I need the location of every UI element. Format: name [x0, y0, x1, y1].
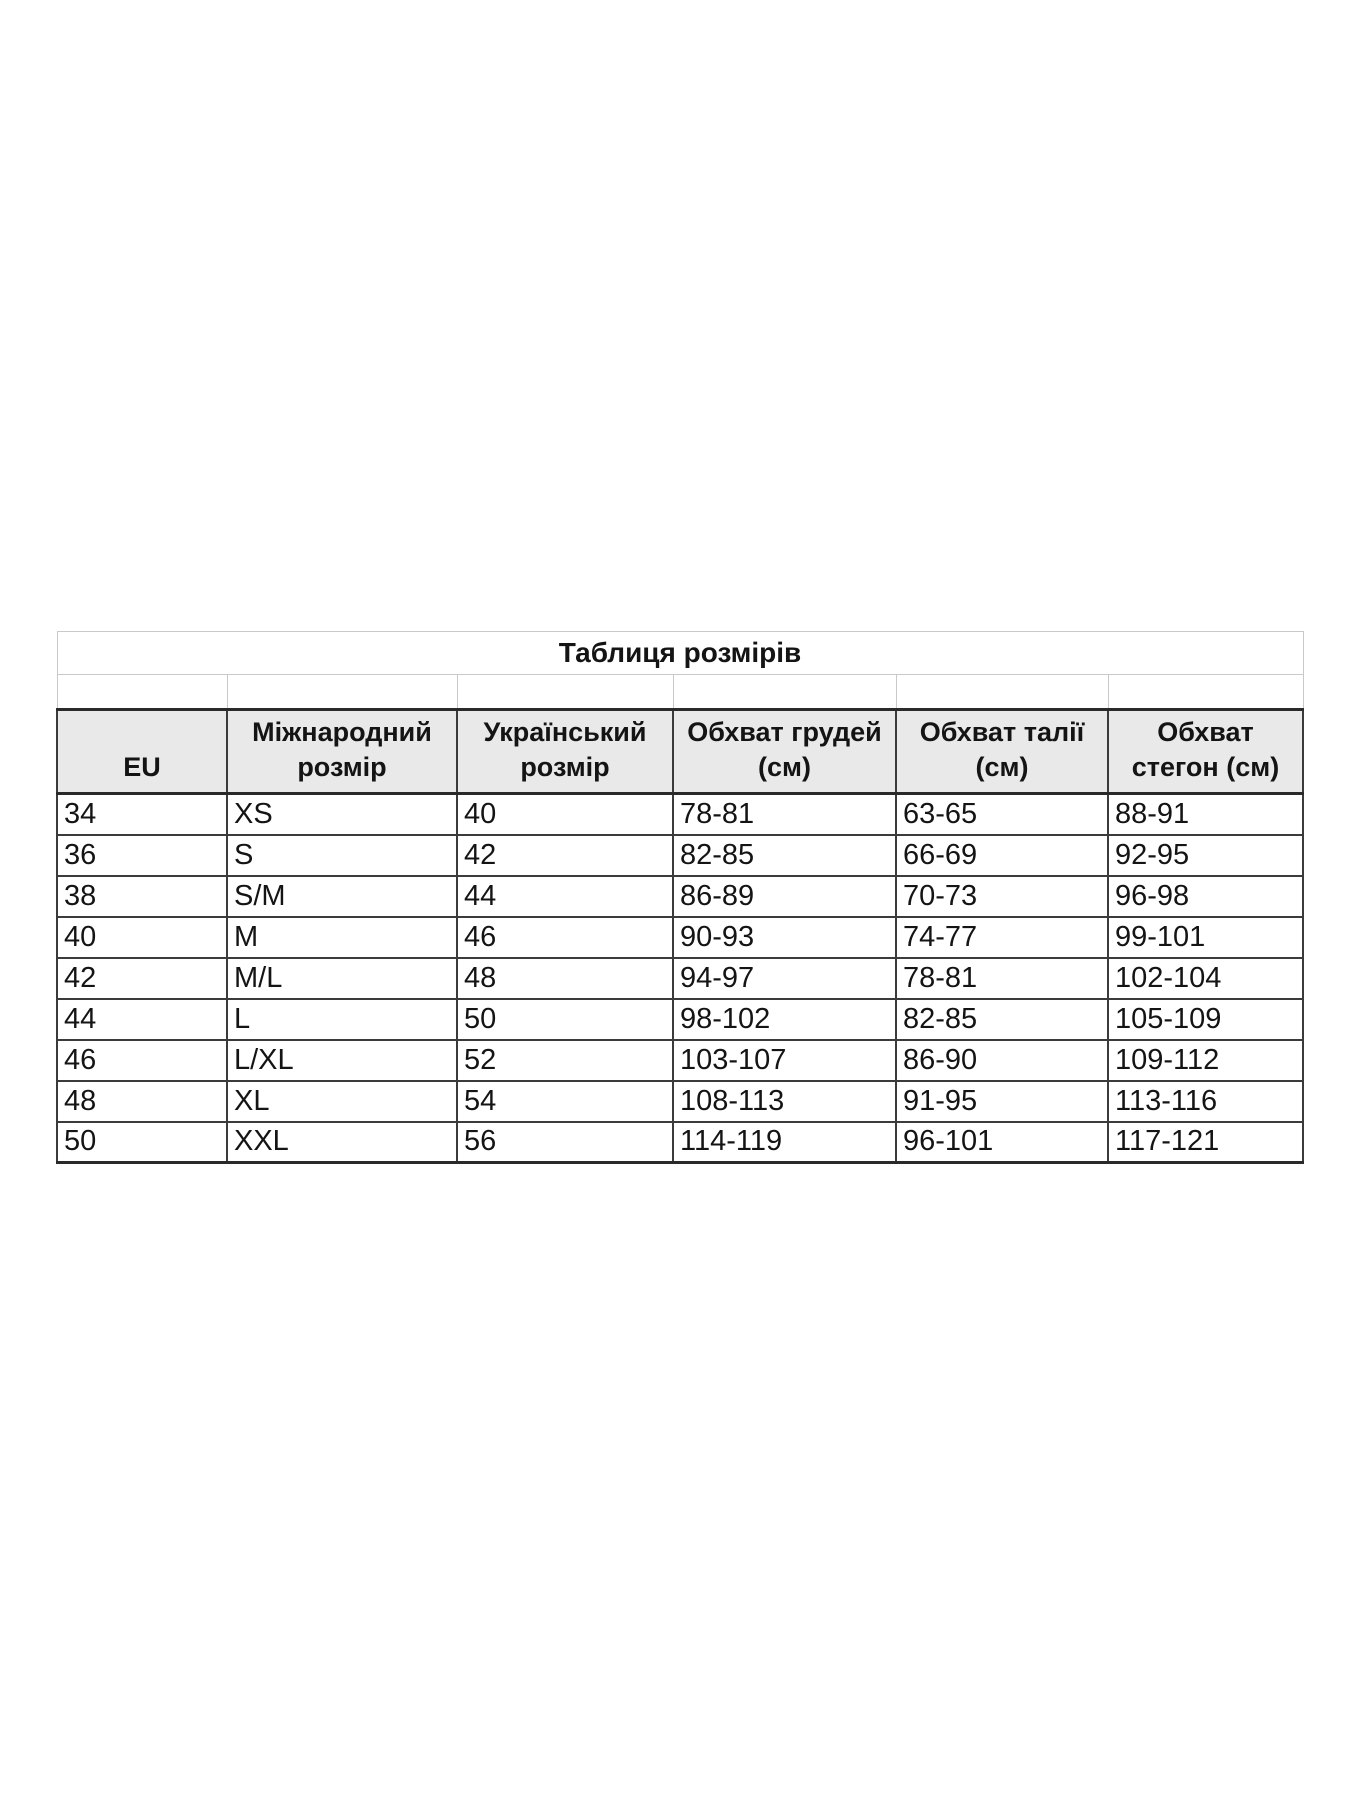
spacer-cell [673, 675, 896, 710]
title-row [57, 632, 1303, 675]
column-header-hips: Обхват стегон (см) [1108, 710, 1303, 794]
header-row [57, 710, 1303, 794]
table-cell: 42 [57, 958, 227, 999]
table-cell: 52 [457, 1040, 673, 1081]
column-header-international: Міжнародний розмір [227, 710, 457, 794]
table-cell: 82-85 [673, 835, 896, 876]
table-cell: 38 [57, 876, 227, 917]
table-cell: 40 [457, 794, 673, 835]
table-cell: 96-98 [1108, 876, 1303, 917]
table-cell: 48 [57, 1081, 227, 1122]
table-cell: 99-101 [1108, 917, 1303, 958]
table-row [57, 1122, 1303, 1163]
size-chart [56, 631, 1302, 1164]
spacer-cell [227, 675, 457, 710]
table-cell: 36 [57, 835, 227, 876]
table-cell: 102-104 [1108, 958, 1303, 999]
column-header-eu: EU [57, 710, 227, 794]
table-cell: 46 [457, 917, 673, 958]
spacer-cell [457, 675, 673, 710]
table-cell: 103-107 [673, 1040, 896, 1081]
column-header-ukrainian: Український розмір [457, 710, 673, 794]
table-row [57, 1081, 1303, 1122]
table-cell: S [227, 835, 457, 876]
table-row [57, 794, 1303, 835]
table-cell: 86-90 [896, 1040, 1108, 1081]
table-cell: XXL [227, 1122, 457, 1163]
column-header-chest: Обхват грудей (см) [673, 710, 896, 794]
spacer-cell [1108, 675, 1303, 710]
table-cell: 66-69 [896, 835, 1108, 876]
table-row [57, 876, 1303, 917]
table-row [57, 917, 1303, 958]
table-cell: 86-89 [673, 876, 896, 917]
table-title: Таблиця розмірів [57, 632, 1303, 675]
table-cell: 70-73 [896, 876, 1108, 917]
table-row [57, 835, 1303, 876]
table-cell: 44 [457, 876, 673, 917]
table-cell: 50 [57, 1122, 227, 1163]
table-cell: 78-81 [896, 958, 1108, 999]
column-header-waist: Обхват талії (см) [896, 710, 1108, 794]
table-row [57, 1040, 1303, 1081]
table-cell: 42 [457, 835, 673, 876]
table-cell: M/L [227, 958, 457, 999]
table-cell: 91-95 [896, 1081, 1108, 1122]
table-cell: 34 [57, 794, 227, 835]
spacer-cell [57, 675, 227, 710]
table-cell: 105-109 [1108, 999, 1303, 1040]
table-cell: 50 [457, 999, 673, 1040]
table-cell: 40 [57, 917, 227, 958]
table-cell: 63-65 [896, 794, 1108, 835]
table-cell: 117-121 [1108, 1122, 1303, 1163]
table-cell: 82-85 [896, 999, 1108, 1040]
table-cell: 94-97 [673, 958, 896, 999]
table-cell: XS [227, 794, 457, 835]
table-cell: 108-113 [673, 1081, 896, 1122]
table-cell: L/XL [227, 1040, 457, 1081]
table-cell: 48 [457, 958, 673, 999]
table-cell: 113-116 [1108, 1081, 1303, 1122]
size-table [56, 631, 1304, 1164]
table-cell: 44 [57, 999, 227, 1040]
table-cell: 46 [57, 1040, 227, 1081]
table-cell: L [227, 999, 457, 1040]
table-cell: 98-102 [673, 999, 896, 1040]
spacer-cell [896, 675, 1108, 710]
table-row [57, 958, 1303, 999]
table-cell: 90-93 [673, 917, 896, 958]
table-cell: 92-95 [1108, 835, 1303, 876]
table-cell: M [227, 917, 457, 958]
table-cell: 96-101 [896, 1122, 1108, 1163]
table-cell: 54 [457, 1081, 673, 1122]
table-cell: 74-77 [896, 917, 1108, 958]
table-cell: 114-119 [673, 1122, 896, 1163]
table-cell: 109-112 [1108, 1040, 1303, 1081]
table-cell: 78-81 [673, 794, 896, 835]
table-cell: S/M [227, 876, 457, 917]
table-row [57, 999, 1303, 1040]
table-cell: XL [227, 1081, 457, 1122]
spacer-row [57, 675, 1303, 710]
table-cell: 88-91 [1108, 794, 1303, 835]
table-cell: 56 [457, 1122, 673, 1163]
